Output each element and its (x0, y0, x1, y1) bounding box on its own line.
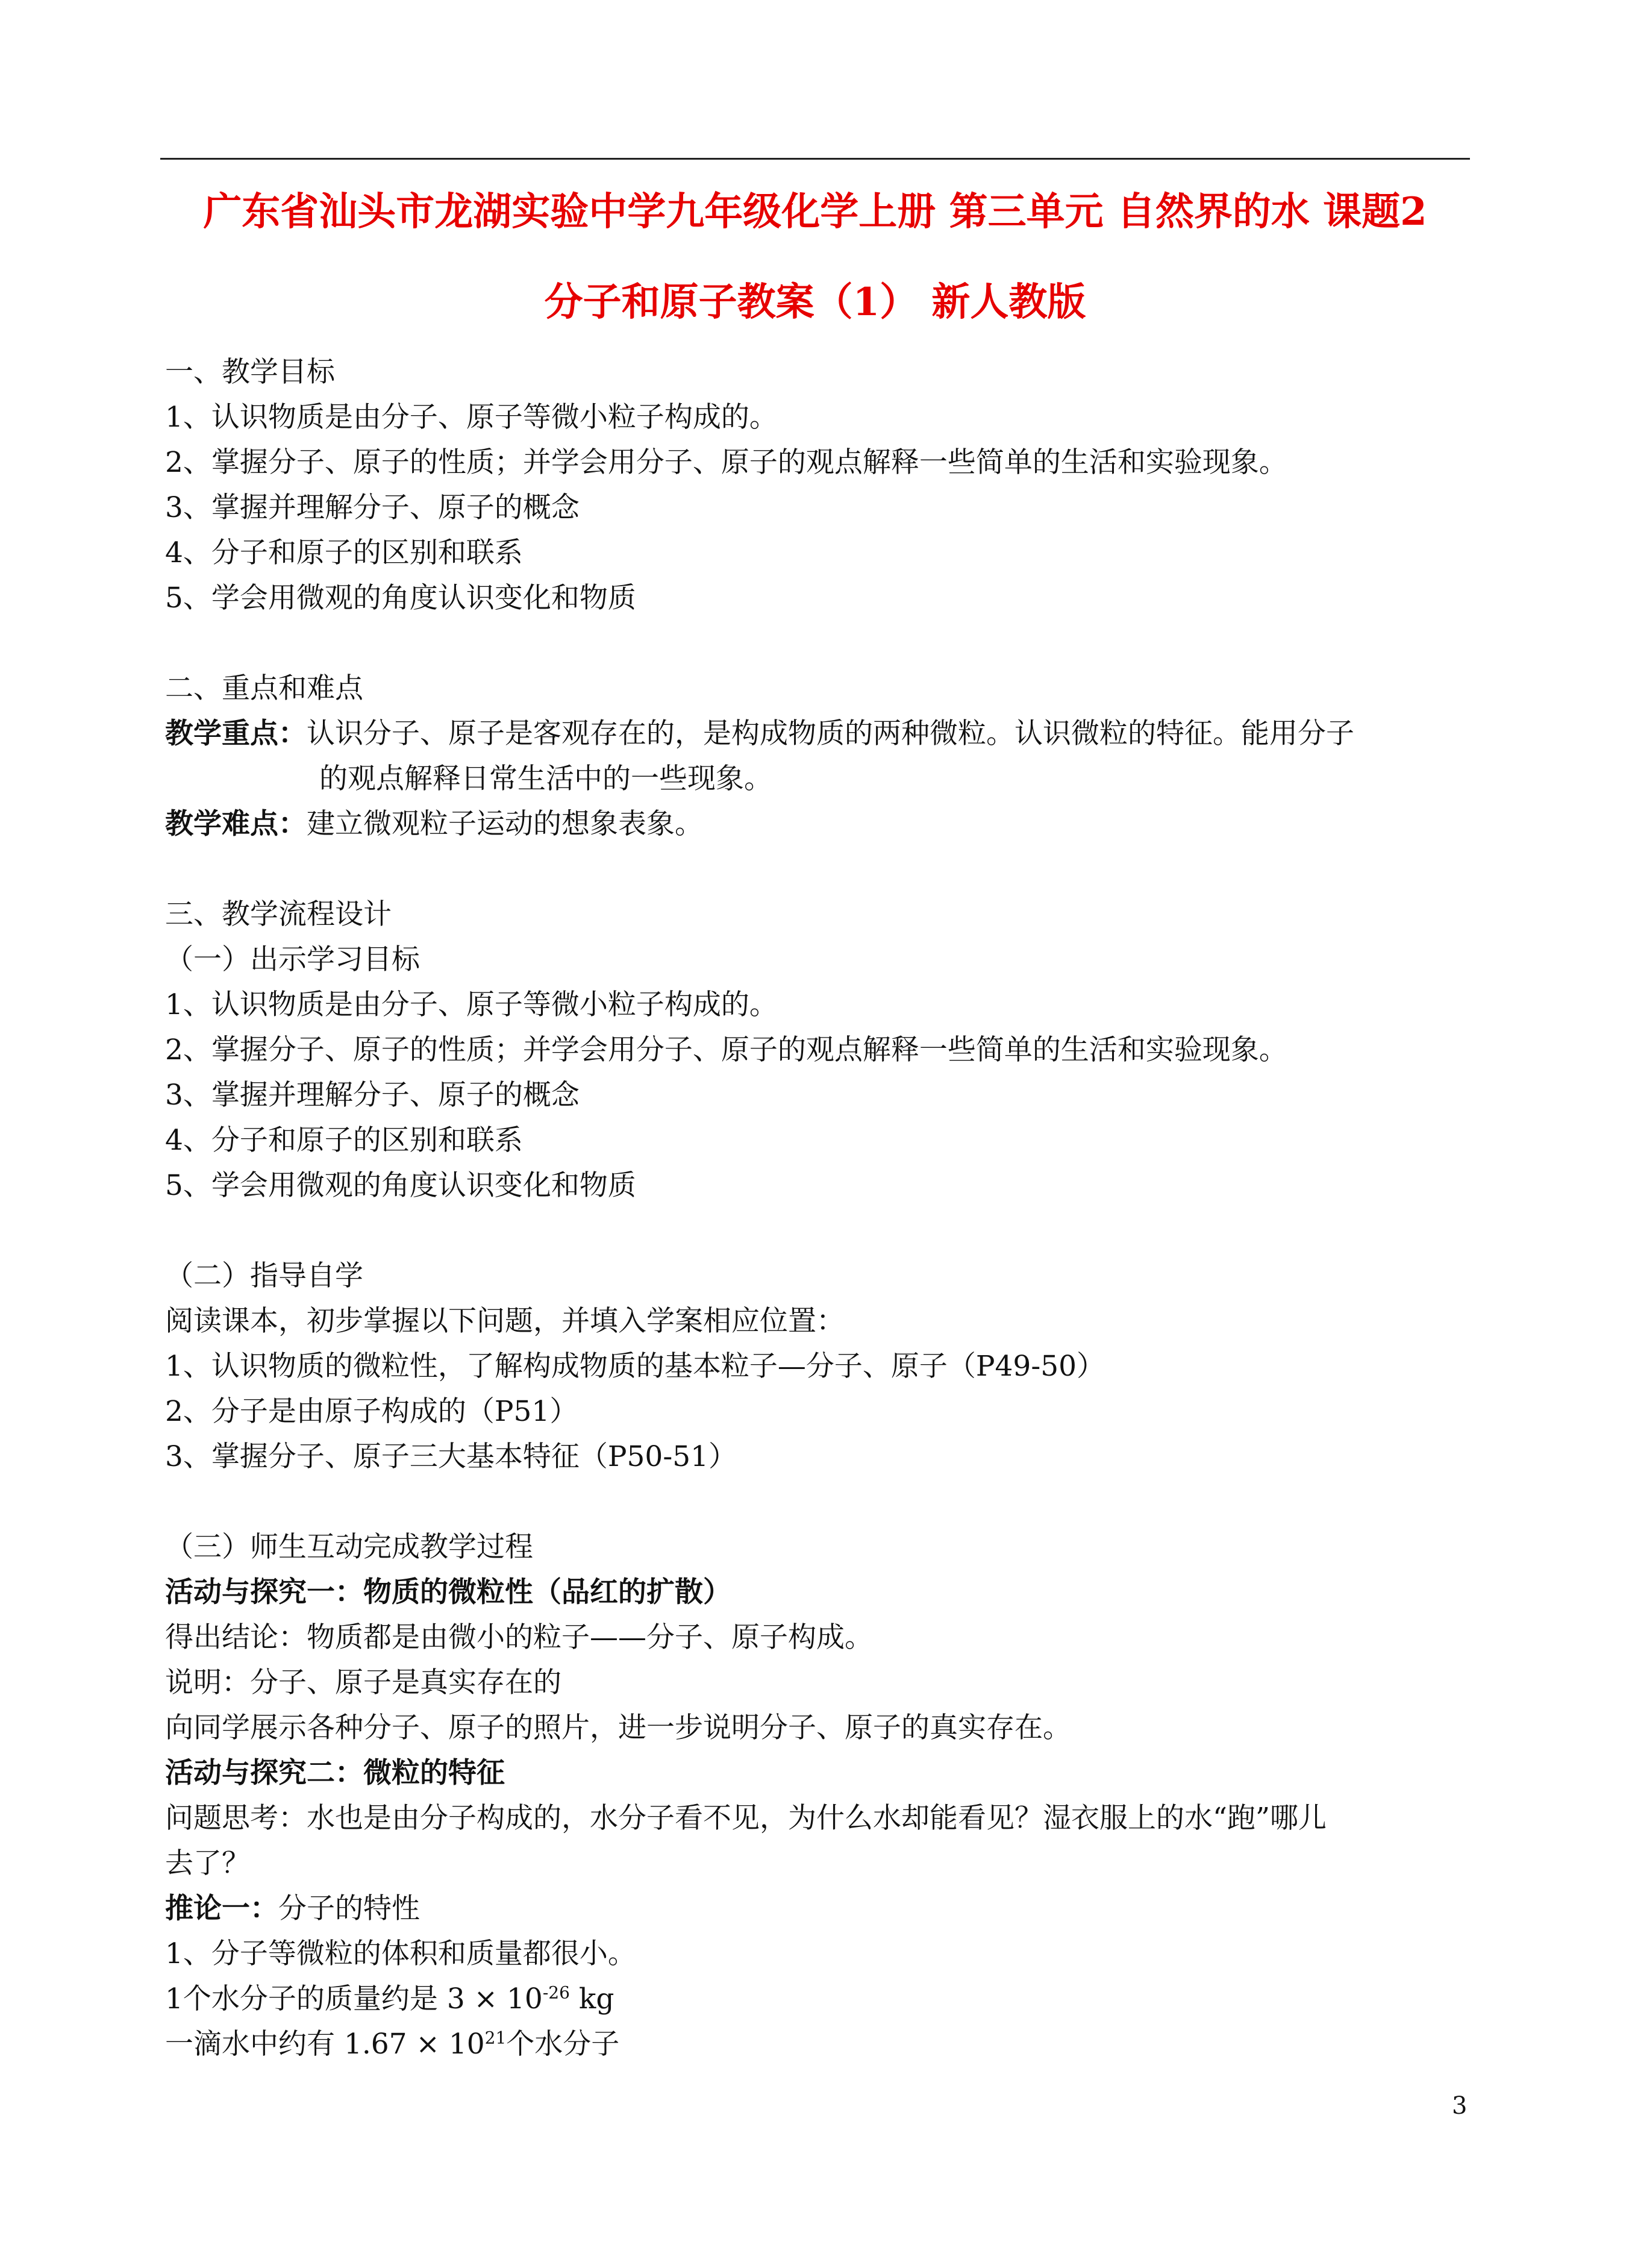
activity-1-heading: 活动与探究一：物质的微粒性（品红的扩散） (165, 1576, 731, 1609)
process-objective-4: 4、分子和原子的区别和联系 (165, 1124, 523, 1157)
objective-5: 5、学会用微观的角度认识变化和物质 (165, 581, 636, 615)
key-point-line (165, 716, 1354, 752)
count-unit: 个水分子 (506, 2028, 620, 2061)
process-objective-1: 1、认识物质是由分子、原子等微小粒子构成的。 (165, 988, 778, 1021)
section-heading-process: 三、教学流程设计 (165, 898, 392, 931)
subsection-self-study: （二）指导自学 (165, 1259, 363, 1292)
objective-2: 2、掌握分子、原子的性质；并学会用分子、原子的观点解释一些简单的生活和实验现象。 (165, 446, 1287, 479)
question-continuation: 去了？ (165, 1847, 250, 1880)
count-text: 一滴水中约有 1.67 × 10 (165, 2028, 485, 2061)
difficult-point-line (165, 806, 703, 842)
inference-1-text: 分子的特性 (278, 1892, 420, 1925)
key-point-continuation: 的观点解释日常生活中的一些现象。 (319, 762, 772, 795)
subsection-interaction: （三）师生互动完成教学过程 (165, 1530, 533, 1564)
self-study-item-2: 2、分子是由原子构成的（P51） (165, 1395, 578, 1428)
water-molecule-mass (165, 1981, 614, 2017)
objective-1: 1、认识物质是由分子、原子等微小粒子构成的。 (165, 401, 778, 434)
objective-3: 3、掌握并理解分子、原子的概念 (165, 491, 580, 524)
page-number: 3 (1452, 2092, 1468, 2120)
process-objective-2: 2、掌握分子、原子的性质；并学会用分子、原子的观点解释一些简单的生活和实验现象。 (165, 1033, 1287, 1067)
self-study-item-1: 1、认识物质的微粒性，了解构成物质的基本粒子—分子、原子（P49-50） (165, 1350, 1105, 1383)
key-point-text: 认识分子、原子是客观存在的，是构成物质的两种微粒。认识微粒的特征。能用分子 (307, 717, 1354, 750)
section-heading-objectives: 一、教学目标 (165, 356, 335, 389)
document-title-line-2: 分子和原子教案（1） 新人教版 (544, 280, 1086, 325)
document-title-line-1: 广东省汕头市龙湖实验中学九年级化学上册 第三单元 自然界的水 课题2 (203, 189, 1427, 234)
inference-1-line (165, 1891, 420, 1927)
self-study-intro: 阅读课本，初步掌握以下问题，并填入学案相应位置： (165, 1305, 845, 1338)
objective-4: 4、分子和原子的区别和联系 (165, 536, 523, 569)
question-line: 问题思考：水也是由分子构成的，水分子看不见，为什么水却能看见？湿衣服上的水“跑”哪儿 (165, 1802, 1327, 1835)
self-study-item-3: 3、掌握分子、原子三大基本特征（P50-51） (165, 1440, 737, 1473)
process-objective-5: 5、学会用微观的角度认识变化和物质 (165, 1169, 636, 1202)
property-1: 1、分子等微粒的体积和质量都很小。 (165, 1937, 636, 1970)
activity-1-note: 说明：分子、原子是真实存在的 (165, 1666, 561, 1699)
subsection-show-objectives: （一）出示学习目标 (165, 943, 420, 976)
section-heading-key-points: 二、重点和难点 (165, 672, 363, 705)
header-rule (160, 158, 1470, 160)
count-exponent: 21 (484, 2028, 507, 2048)
inference-1-label: 推论一： (165, 1892, 278, 1925)
mass-exponent: -26 (542, 1982, 570, 2003)
activity-2-heading: 活动与探究二：微粒的特征 (165, 1756, 505, 1790)
mass-unit: kg (569, 1982, 614, 2016)
process-objective-3: 3、掌握并理解分子、原子的概念 (165, 1079, 580, 1112)
mass-text: 1个水分子的质量约是 3 × 10 (165, 1982, 543, 2016)
difficult-point-label: 教学难点： (165, 807, 307, 841)
activity-1-conclusion: 得出结论：物质都是由微小的粒子——分子、原子构成。 (165, 1621, 873, 1654)
water-drop-count (165, 2026, 619, 2063)
activity-1-photos: 向同学展示各种分子、原子的照片，进一步说明分子、原子的真实存在。 (165, 1711, 1071, 1744)
difficult-point-text: 建立微观粒子运动的想象表象。 (307, 807, 703, 841)
key-point-label: 教学重点： (165, 717, 307, 750)
